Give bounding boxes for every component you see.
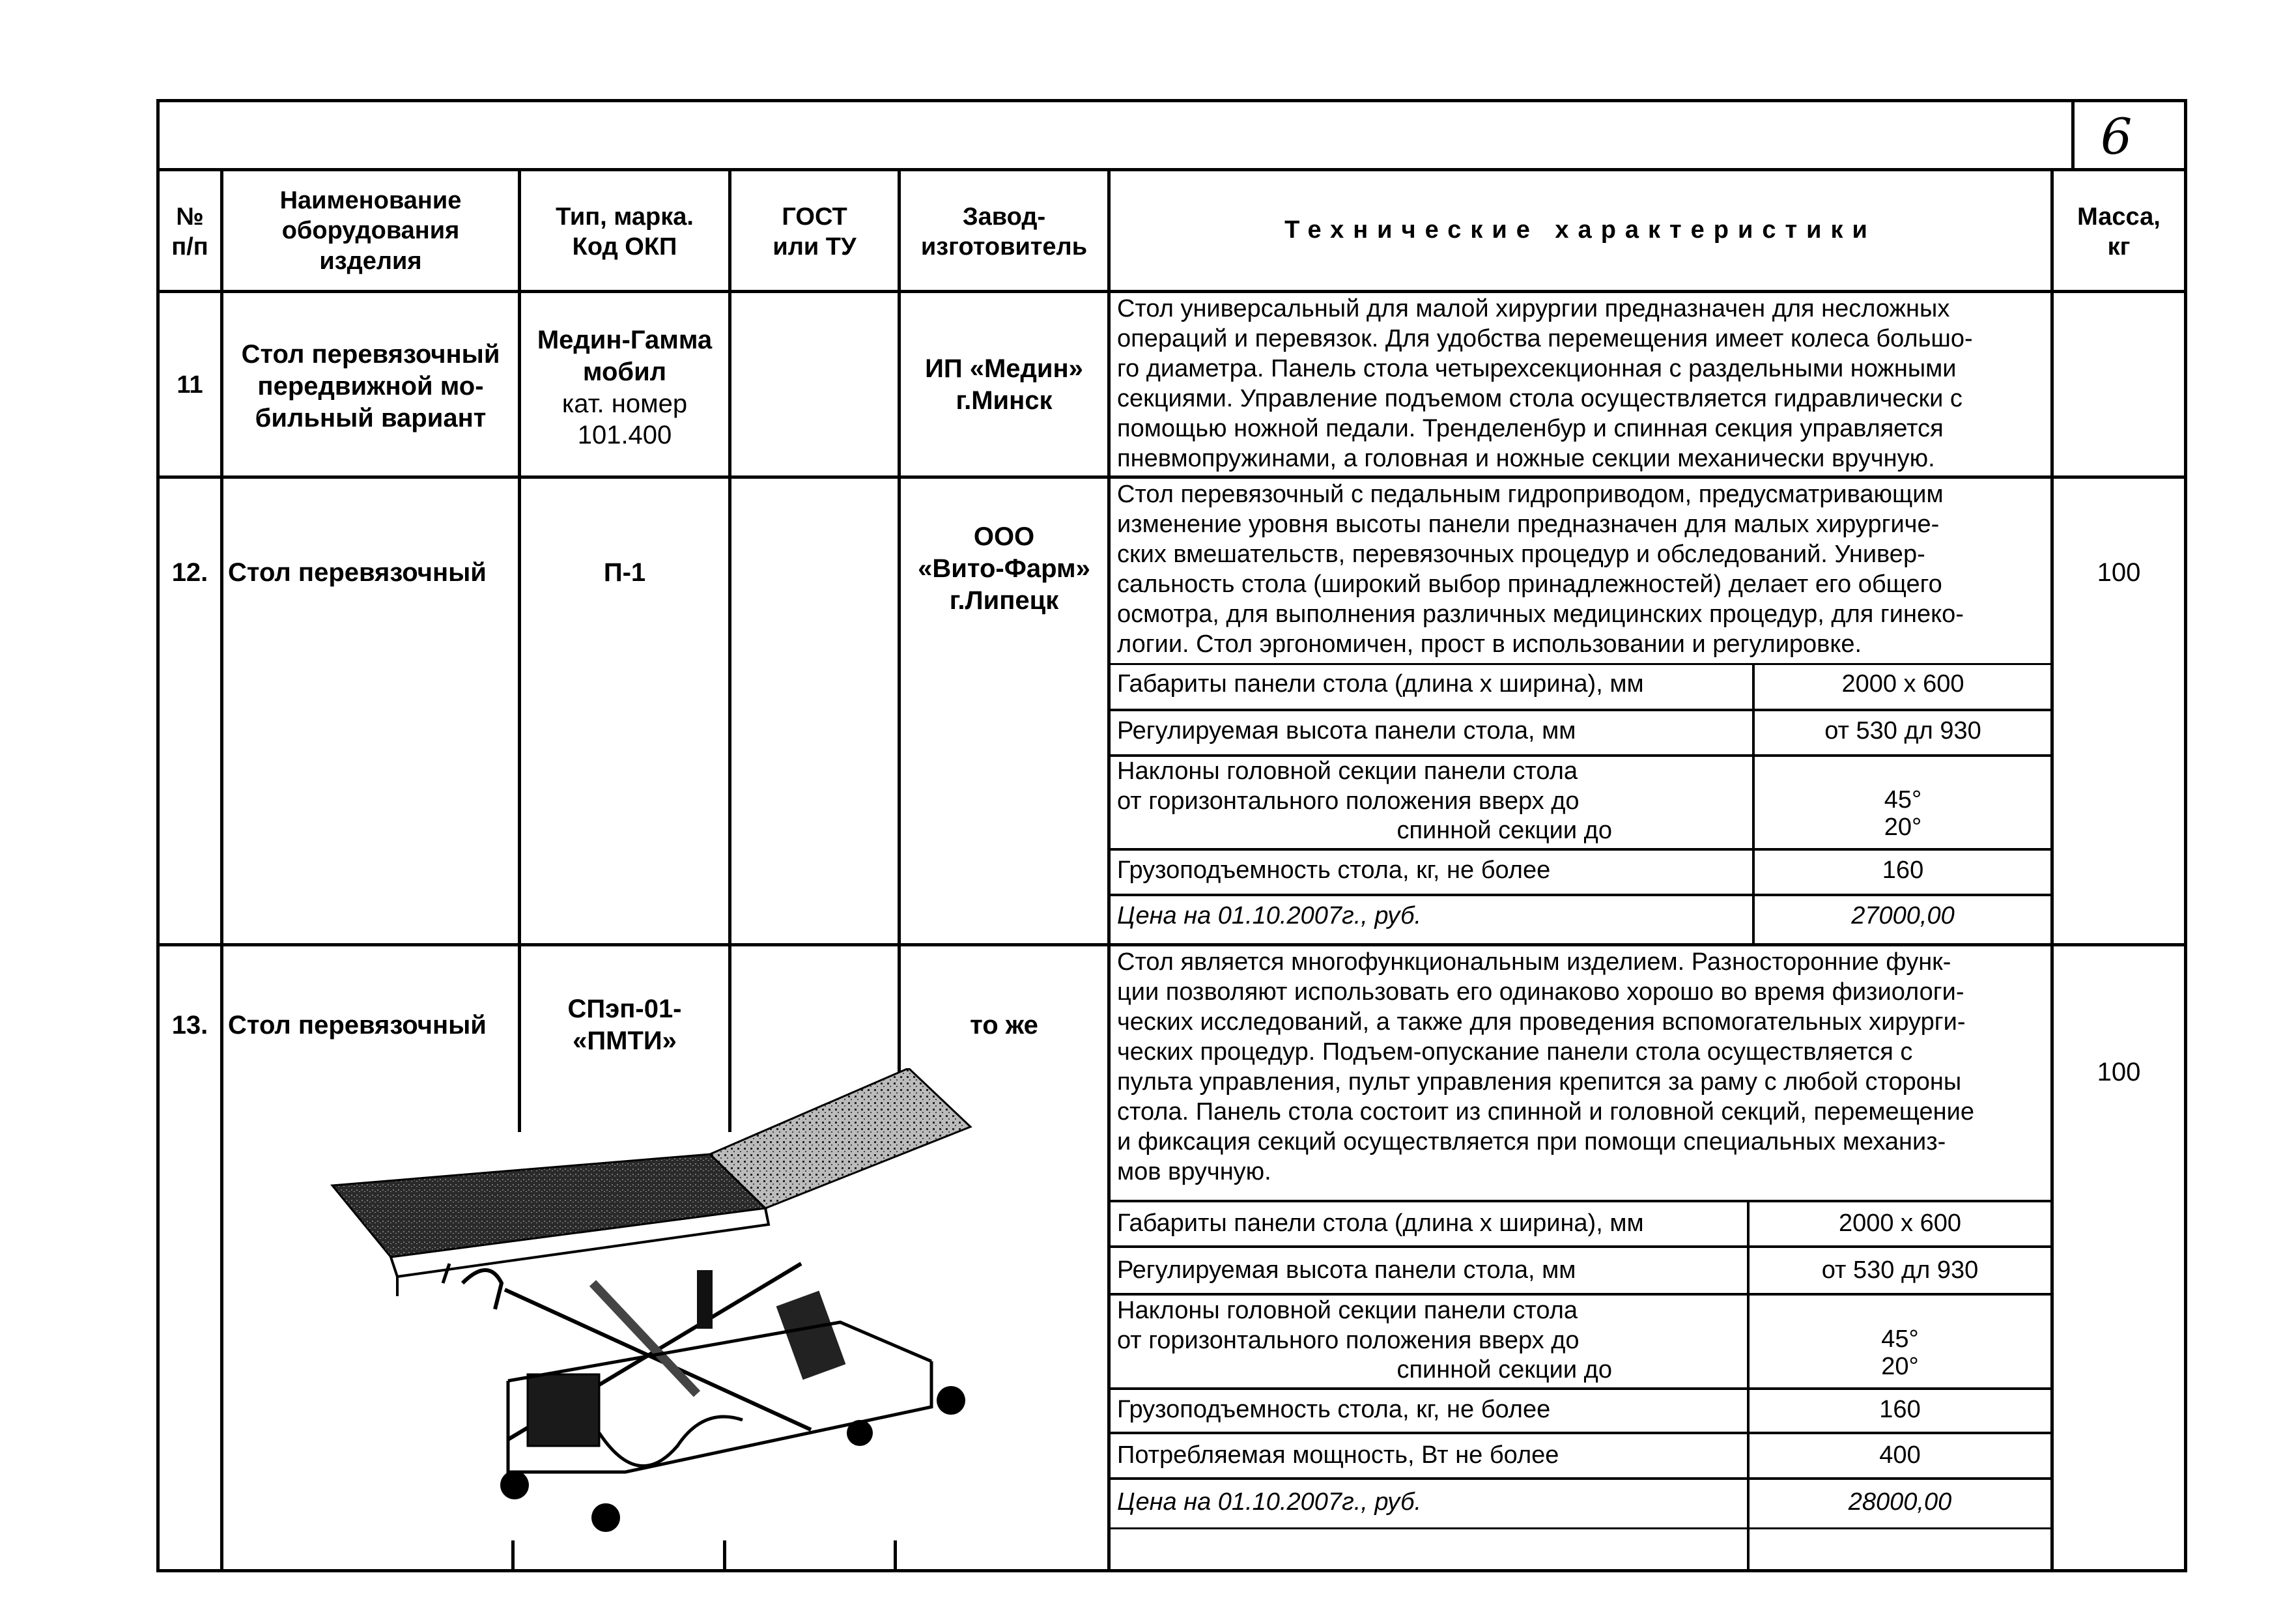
header-maker: Завод- изготовитель xyxy=(920,203,1088,261)
row13-spec-label-3: Наклоны головной секции панели стола от горизонтального положения вверх до спинной секции до xyxy=(1117,1297,1612,1384)
row12-spec-label-2: Регулируемая высота панели стола, мм xyxy=(1117,717,1576,744)
row-divider-11 xyxy=(156,475,2187,479)
row13-price-label: Цена на 01.10.2007г., руб. xyxy=(1117,1488,1422,1516)
row13-spec-line-1 xyxy=(1107,1245,2050,1248)
row13-spec-value-4: 160 xyxy=(1879,1396,1921,1423)
row12-mass: 100 xyxy=(2097,558,2141,587)
row12-spec-value-3: 45° 20° xyxy=(1884,786,1922,841)
header-mass: Масса, кг xyxy=(2077,203,2161,261)
col-tick-4 xyxy=(894,1540,897,1570)
row12-spec-line-4 xyxy=(1107,894,2050,896)
row11-type: Медин-Гамма мобил кат. номер 101.400 xyxy=(537,326,713,450)
row13-spec-value-3: 45° 20° xyxy=(1881,1325,1919,1380)
row11-name: Стол перевязочный передвижной мо- бильный вариант xyxy=(241,340,500,432)
col-divider-6 xyxy=(2050,168,2054,1572)
row12-num: 12. xyxy=(171,558,208,587)
row12-spec-label-4: Грузоподъемность стола, кг, не более xyxy=(1117,857,1551,884)
row13-spec-line-5 xyxy=(1107,1477,2050,1480)
row12-spec-value-1: 2000 х 600 xyxy=(1841,670,1964,698)
row12-name: Стол перевязочный xyxy=(228,558,487,587)
row13-description: Стол является многофункциональным изделием. Разносторонние функ- ции позволяют использовать его одинаково хорошо во время физиологи- ческих исследований, а также для проведения вспомогательных хирурги- ческих процедур. Подъем-опускание панели стола осуществляется с пульта управления, пульт управления крепится за раму с любой стороны стола. Панель стола состоит из спинной и головной секций, перемещение и фиксация секций осуществляется при помощи специальных механиз- мов вручную. xyxy=(1117,948,1975,1185)
header-type: Тип, марка. Код ОКП xyxy=(556,203,694,261)
header-name: Наименование оборудования изделия xyxy=(279,187,462,275)
row12-description: Стол перевязочный с педальным гидроприводом, предусматривающим изменение уровня высоты панели предназначен для малых хирургиче- ских вмешательств, перевязочных процедур и обследований. Универ- сальность стола (широкий выбор принадлежностей) делает его общего осмотра, для выполнения различных медицинских процедур, для гинеко- логии. Стол эргономичен, прост в использовании и регулировке. xyxy=(1117,481,1964,658)
row12-type: П-1 xyxy=(603,558,646,587)
row12-spec-divider xyxy=(1752,663,1755,943)
header-gost: ГОСТ или ТУ xyxy=(772,203,857,261)
row13-spec-value-5: 400 xyxy=(1879,1441,1921,1469)
row12-spec-line-1 xyxy=(1107,709,2050,711)
row-divider-12 xyxy=(156,943,2187,946)
dressing-table-image xyxy=(319,1068,1062,1537)
row11-num: 11 xyxy=(177,371,203,399)
col-divider-2 xyxy=(518,168,521,1132)
header-divider xyxy=(156,290,2187,293)
row13-spec-value-1: 2000 х 600 xyxy=(1838,1210,1962,1237)
row13-maker: то же xyxy=(970,1011,1038,1040)
row13-spec-value-2: от 530 дл 930 xyxy=(1821,1256,1979,1284)
row13-spec-top xyxy=(1107,1200,2050,1202)
row13-num: 13. xyxy=(171,1011,208,1040)
row12-spec-top xyxy=(1107,663,2050,665)
row13-spec-label-4: Грузоподъемность стола, кг, не более xyxy=(1117,1396,1551,1423)
col-divider-5 xyxy=(1107,168,1111,1572)
row12-spec-line-3 xyxy=(1107,848,2050,851)
row12-price-value: 27000,00 xyxy=(1851,902,1955,929)
row13-spec-label-5: Потребляемая мощность, Вт не более xyxy=(1117,1441,1559,1469)
row13-price-value: 28000,00 xyxy=(1848,1488,1952,1516)
row12-price-label: Цена на 01.10.2007г., руб. xyxy=(1117,902,1422,929)
row13-name: Стол перевязочный xyxy=(228,1011,487,1040)
row13-spec-line-6 xyxy=(1107,1527,2050,1529)
row12-spec-label-3: Наклоны головной секции панели стола от горизонтального положения вверх до спинной секции до xyxy=(1117,758,1612,845)
row13-spec-label-1: Габариты панели стола (длина х ширина), мм xyxy=(1117,1210,1644,1237)
row12-spec-value-2: от 530 дл 930 xyxy=(1824,717,1981,744)
header-num: № п/п xyxy=(171,203,208,261)
row13-spec-line-2 xyxy=(1107,1293,2050,1296)
page-number: 6 xyxy=(2101,107,2133,165)
row12-spec-label-1: Габариты панели стола (длина х ширина), мм xyxy=(1117,670,1644,698)
row13-spec-line-4 xyxy=(1107,1432,2050,1434)
row11-description: Стол универсальный для малой хирургии предназначен для несложных операций и перевязок. Для удобства перемещения имеет колеса большо- го диаметра. Панель стола четырехсекционная с раздельными ножными секциями. Управление подъемом стола осуществляется гидравлически с помощью ножной педали. Тренделенбур и спинная секция управляется пневмопружинами, а головная и ножные секции механически вручную. xyxy=(1117,295,1973,472)
col-divider-3 xyxy=(728,168,731,1132)
row12-spec-value-4: 160 xyxy=(1882,857,1924,884)
header-specs: Технические характеристики xyxy=(1284,216,1877,244)
page-number-box-border xyxy=(2071,99,2075,168)
row12-maker: ООО «Вито-Фарм» г.Липецк xyxy=(918,522,1090,615)
col-divider-4 xyxy=(898,168,901,1073)
top-strip-divider xyxy=(156,168,2187,171)
col-tick-2 xyxy=(511,1540,515,1570)
col-tick-3 xyxy=(723,1540,726,1570)
row13-mass: 100 xyxy=(2097,1058,2141,1086)
row13-spec-label-2: Регулируемая высота панели стола, мм xyxy=(1117,1256,1576,1284)
row11-maker: ИП «Медин» г.Минск xyxy=(925,354,1083,415)
row13-type: СПэп-01- «ПМТИ» xyxy=(567,995,682,1055)
row13-spec-line-3 xyxy=(1107,1387,2050,1390)
